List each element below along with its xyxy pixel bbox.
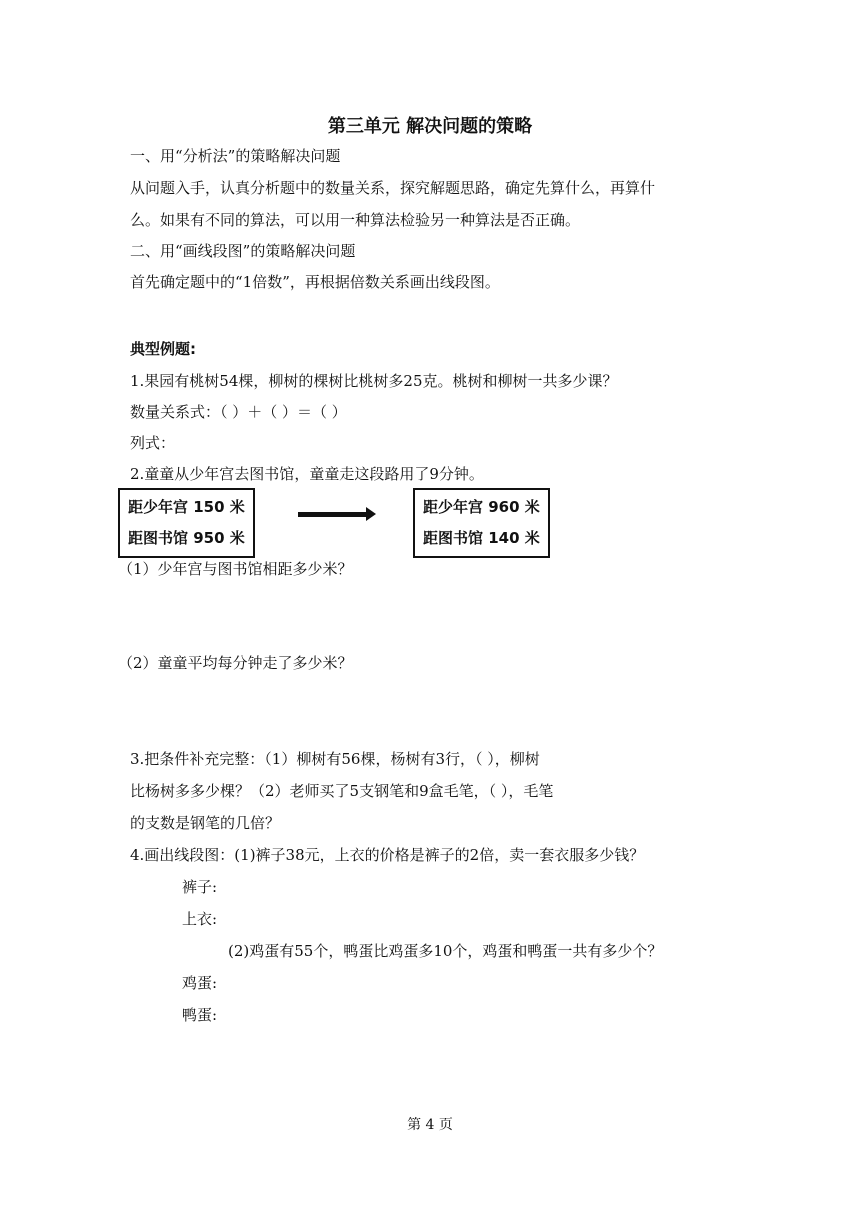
question-2-sub-2: （2）童童平均每分钟走了多少米？ bbox=[118, 654, 353, 672]
page-number: 第 4 页 bbox=[407, 1117, 453, 1133]
strategy1-text-a: 从问题入手，认真分析题中的数量关系，探究解题思路，确定先算什么，再算什 bbox=[130, 179, 656, 197]
distance-box-end bbox=[413, 488, 550, 558]
question-1-relation: 数量关系式：（ ）＋（ ）＝（ ） bbox=[130, 403, 347, 421]
distance-box-start bbox=[118, 488, 255, 558]
label-coat: 上衣: bbox=[182, 910, 218, 928]
question-1-formula: 列式： bbox=[130, 434, 176, 452]
arrow-right-icon bbox=[366, 507, 376, 521]
strategy1-heading: 一、用“分析法”的策略解决问题 bbox=[130, 147, 341, 165]
arrow-shaft bbox=[298, 512, 368, 517]
label-chicken-eggs: 鸡蛋: bbox=[182, 974, 218, 992]
distance-box-end-line-1: 距少年宫 960 米 bbox=[423, 498, 540, 516]
question-4: 4.画出线段图：(1)裤子38元，上衣的价格是裤子的2倍，卖一套衣服多少钱？ bbox=[130, 846, 645, 864]
distance-box-end-line-2: 距图书馆 140 米 bbox=[423, 529, 540, 547]
strategy2-heading: 二、用“画线段图”的策略解决问题 bbox=[130, 242, 356, 260]
question-1: 1.果园有桃树54棵，柳树的棵树比桃树多25克。桃树和柳树一共多少课？ bbox=[130, 372, 618, 390]
distance-box-start-line-1: 距少年宫 150 米 bbox=[128, 498, 245, 516]
strategy1-text-b: 么。如果有不同的算法，可以用一种算法检验另一种算法是否正确。 bbox=[130, 211, 581, 229]
examples-heading: 典型例题: bbox=[130, 340, 196, 358]
question-3-line-b: 比杨树多多少棵？（2）老师买了5支钢笔和9盒毛笔，（ ），毛笔 bbox=[130, 782, 554, 800]
distance-box-start-line-2: 距图书馆 950 米 bbox=[128, 529, 245, 547]
label-duck-eggs: 鸭蛋: bbox=[182, 1006, 218, 1024]
strategy2-text: 首先确定题中的“1倍数”，再根据倍数关系画出线段图。 bbox=[130, 273, 500, 291]
question-4-sub-2: (2)鸡蛋有55个，鸭蛋比鸡蛋多10个，鸡蛋和鸭蛋一共有多少个？ bbox=[228, 942, 663, 960]
question-2-sub-1: （1）少年宫与图书馆相距多少米？ bbox=[118, 560, 353, 578]
label-pants: 裤子: bbox=[182, 878, 218, 896]
question-3-line-c: 的支数是钢笔的几倍？ bbox=[130, 814, 281, 832]
page-title: 第三单元 解决问题的策略 bbox=[327, 116, 533, 137]
question-3-line-a: 3.把条件补充完整：（1）柳树有56棵，杨树有3行，（ ），柳树 bbox=[130, 750, 540, 768]
question-2: 2.童童从少年宫去图书馆，童童走这段路用了9分钟。 bbox=[130, 465, 484, 483]
